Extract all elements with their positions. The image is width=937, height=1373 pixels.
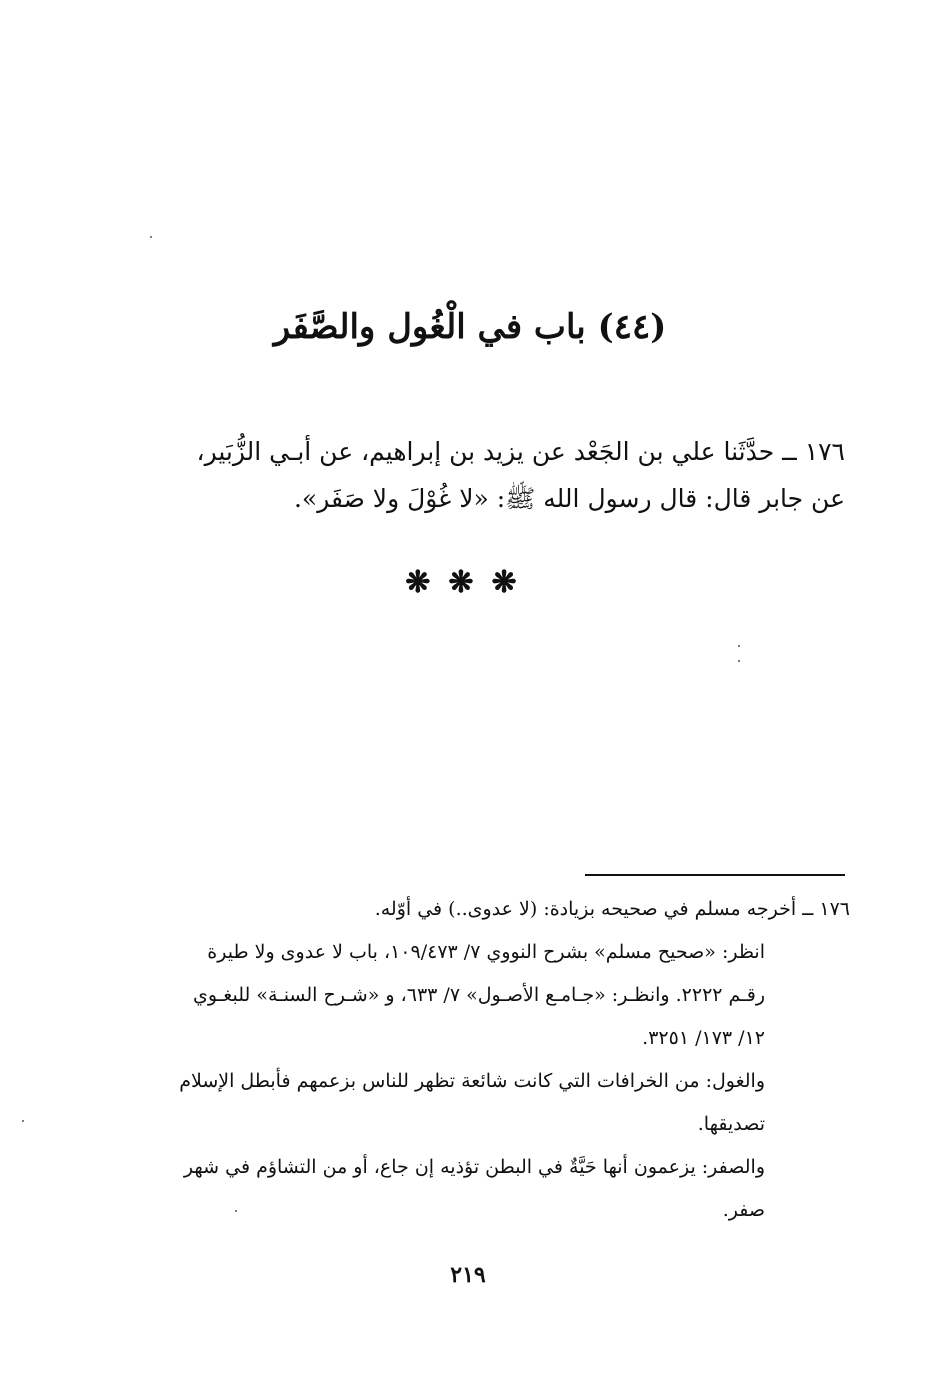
chapter-title: (٤٤) باب في الْغُول والصَّفَر xyxy=(273,307,667,347)
footnote-line-2: انظر: «صحيح مسلم» بشرح النووي ٧/ ١٠٩/٤٧٣، باب لا عدوى ولا طيرة xyxy=(207,941,765,963)
hadith-line-1: ١٧٦ ــ حدَّثَنا علي بن الجَعْد عن يزيد بن إبراهيم، عن أبـي الزُّبَير، xyxy=(196,437,845,466)
footnote-line-1: ١٧٦ ــ أخرجه مسلم في صحيحه بزيادة: (لا عدوى..) في أوّله. xyxy=(374,898,850,920)
hadith-line-2: عن جابر قال: قال رسول الله ﷺ: «لا غُوْلَ ولا صَفَر». xyxy=(293,484,845,513)
scan-speck xyxy=(738,645,740,647)
footnote-line-5: والغول: من الخرافات التي كانت شائعة تظهر للناس بزعمهم فأبطل الإسلام xyxy=(179,1070,765,1092)
footnote-line-7: والصفر: يزعمون أنها حَيَّةٌ في البطن تؤذيه إن جاع، أو من التشاؤم في شهر xyxy=(183,1156,765,1178)
page-number: ٢١٩ xyxy=(450,1262,486,1288)
section-separator: ❋❋❋ xyxy=(405,565,535,600)
footnotes xyxy=(95,888,850,1232)
footnote-line-8: صفر. xyxy=(722,1199,765,1221)
footnote-line-6: تصديقها. xyxy=(697,1113,765,1135)
footnote-divider xyxy=(585,874,845,876)
hadith-text xyxy=(110,428,845,522)
scan-speck xyxy=(150,236,152,238)
scan-speck xyxy=(22,1120,24,1122)
scan-speck xyxy=(235,1210,237,1212)
scan-speck xyxy=(738,660,740,662)
footnote-line-4: ١٢/ ١٧٣/ ٣٢٥١. xyxy=(642,1027,765,1049)
footnote-line-3: رقـم ٢٢٢٢. وانظـر: «جـامـع الأصـول» ٧/ ٦٣٣، و «شـرح السنـة» للبغـوي xyxy=(193,984,765,1006)
